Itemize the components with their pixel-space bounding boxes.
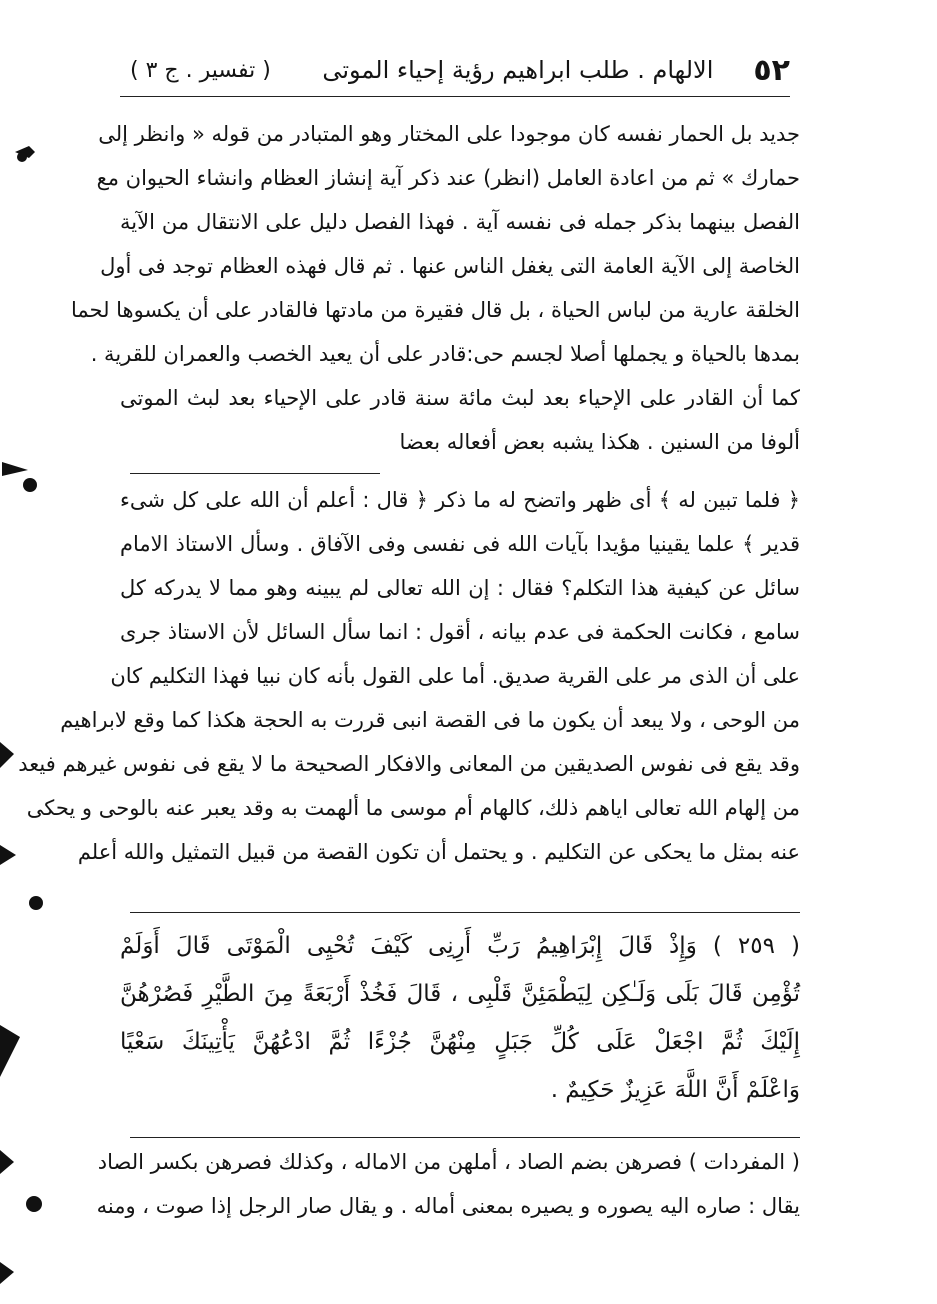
verse-line: إِلَيْكَ ثُمَّ اجْعَلْ عَلَى كُلِّ جَبَلٍ مِنْهُنَّ جُزْءًا ثُمَّ ادْعُهُنَّ يَأْتِينَكَ سَعْيًا [120, 1029, 800, 1055]
binding-holes-graphic [0, 0, 80, 1304]
volume-reference: ( تفسير . ج ٣ ) [130, 57, 271, 83]
header-rule [120, 96, 790, 97]
text-line: سامع ، فكانت الحكمة فى عدم بيانه ، أقول : انما سأل السائل لأن الاستاذ جرى [120, 620, 800, 644]
text-line: الفصل بينهما بذكر جمله فى نفسه آية . فهذا الفصل دليل على الانتقال من الآية [120, 210, 800, 234]
text-line: ﴿ فلما تبين له ﴾ أى ظهر واتضح له ما ذكر ﴿ قال : أعلم أن الله على كل شىء [120, 488, 800, 512]
scan-margin-marks [0, 0, 80, 1304]
text-line: كما أن القادر على الإحياء بعد لبث مائة سنة قادر على الإحياء بعد لبث الموتى [120, 386, 800, 410]
vocabulary-rule [130, 1137, 800, 1138]
running-title: الالهام . طلب ابراهيم رؤية إحياء الموتى [322, 56, 714, 84]
quran-verse [120, 922, 800, 1114]
text-line: جديد بل الحمار نفسه كان موجودا على المختار وهو المتبادر من قوله « وانظر إلى [98, 122, 800, 146]
page-number: ٥٢ [753, 52, 790, 88]
text-line: من إلهام الله تعالى اياهم ذلك، كالهام أم موسى ما ألهمت به وقد يعبر عنه بالوحى و يحكى [26, 796, 800, 820]
text-line: سائل عن كيفية هذا التكلم؟ فقال : إن الله تعالى لم يبينه وهو مما لا يدركه كل [120, 576, 800, 600]
text-line: ( المفردات ) فصرهن بضم الصاد ، أملهن من الاماله ، وكذلك فصرهن بكسر الصاد [97, 1150, 800, 1174]
text-line: من الوحى ، ولا يبعد أن يكون ما فى القصة انبى قررت به الحجة هكذا كما وقع لابراهيم [60, 708, 800, 732]
text-line: عنه بمثل ما يحكى عن التكليم . و يحتمل أن تكون القصة من قبيل التمثيل والله أعلم [77, 840, 800, 864]
text-line: الخلقة عارية من لباس الحياة ، بل قال فقيرة من مادتها فالقادر على أن يكسوها لحما [70, 298, 800, 322]
verse-line: تُؤْمِن قَالَ بَلَى وَلَـٰكِن لِيَطْمَئِنَّ قَلْبِى ، قَالَ فَخُذْ أَرْبَعَةً مِنَ الطَّيْرِ فَصُرْهُنَّ [120, 981, 800, 1007]
verse-rule [130, 912, 800, 913]
section-rule [130, 473, 380, 474]
text-line: وقد يقع فى نفوس الصديقين من المعانى والافكار الصحيحة ما لا يقع فى نفوس غيرهم فيعد [18, 752, 800, 776]
text-line: قدير ﴾ علما يقينيا مؤيدا بآيات الله فى نفسى وفى الآفاق . وسأل الاستاذ الامام [120, 532, 800, 556]
text-line: يقال : صاره اليه يصوره و يصيره بمعنى أماله . و يقال صار الرجل إذا صوت ، ومنه [96, 1194, 800, 1218]
commentary-section-2 [18, 478, 800, 874]
text-line: على أن الذى مر على القرية صديق. أما على القول بأنه كان نبيا فهذا التكليم كان [110, 664, 800, 688]
text-line-last: ألوفا من السنين . هكذا يشبه بعض أفعاله بعضا [399, 430, 800, 454]
page-header [130, 45, 790, 95]
text-line: بمدها بالحياة و يجملها أصلا لجسم حى:قادر على أن يعيد الخصب والعمران للقرية . [90, 342, 800, 366]
commentary-section-1 [70, 112, 800, 464]
verse-line-last: وَاعْلَمْ أَنَّ اللَّهَ عَزِيزٌ حَكِيمٌ . [550, 1077, 800, 1103]
text-line: حمارك » ثم من اعادة العامل (انظر) عند ذكر آية إنشاز العظام وانشاء الحيوان مع [96, 166, 800, 190]
text-line: الخاصة إلى الآية العامة التى يغفل الناس عنها . ثم قال فهذه العظام توجد فى أول [100, 254, 800, 278]
vocabulary-section [96, 1140, 800, 1228]
verse-line: ( ٢٥٩ ) وَإِذْ قَالَ إِبْرَاهِيمُ رَبِّ أَرِنِى كَيْفَ تُحْيِى الْمَوْتَى قَالَ أَوَلَمْ [120, 933, 801, 959]
